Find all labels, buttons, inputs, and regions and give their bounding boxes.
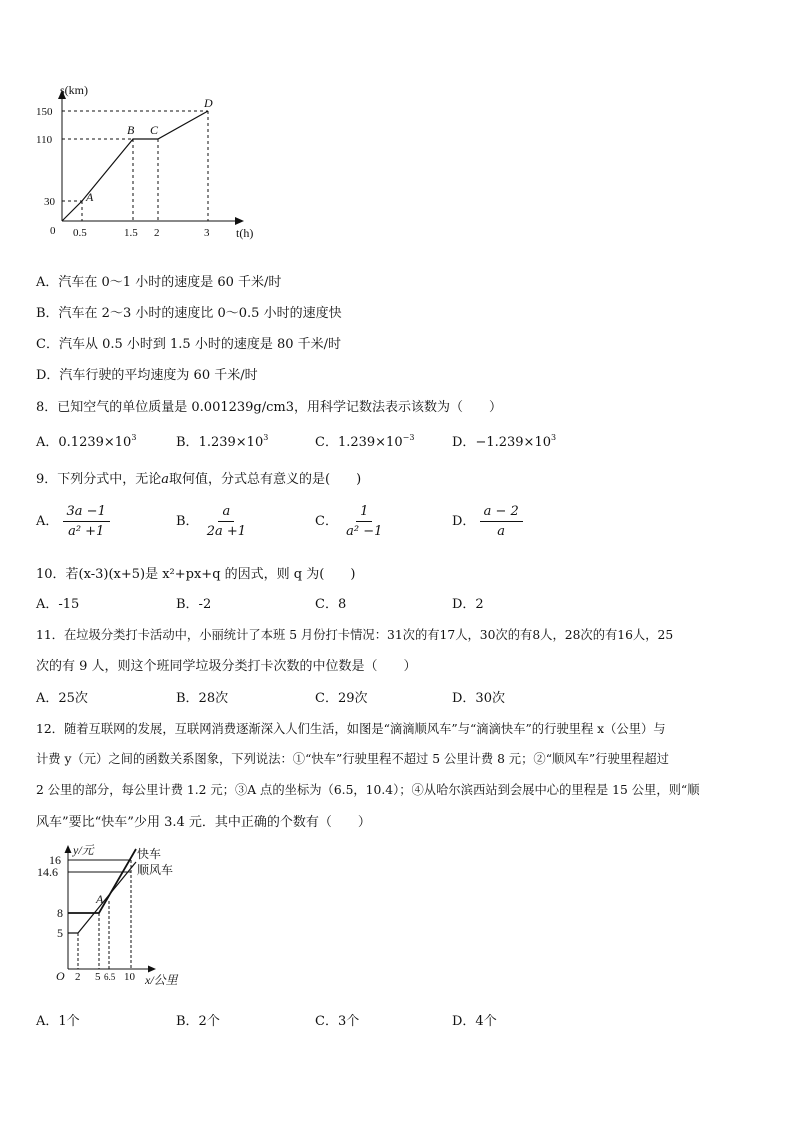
x-tick-2: 2 (154, 227, 160, 239)
q12-stem-line-3: 2 公里的部分，每公里计费 1.2 元；③A 点的坐标为（6.5，10.4）；④从哈尔滨西站到会展中心的里程是 15 公里，则“顺 (36, 783, 700, 797)
q8-stem: 8．已知空气的单位质量是 0.001239g/cm3，用科学记数法表示该数为（ ） (36, 400, 503, 415)
q12-option-d: D．4个 (452, 1014, 497, 1029)
y-tick-150: 150 (36, 106, 53, 118)
q10-option-a: A．-15 (36, 597, 80, 612)
y-tick-14.6: 14.6 (37, 865, 58, 879)
q12-option-a: A．1个 (36, 1014, 80, 1029)
q11-option-b: B．28次 (176, 691, 229, 706)
x-tick-1.5: 1.5 (124, 227, 138, 239)
x-tick-10: 10 (124, 971, 135, 983)
q7-option-a: A．汽车在 0～1 小时的速度是 60 千米/时 (36, 275, 282, 290)
q8-option-c: C．$1.239\times 10^{-3}$ (315, 433, 415, 450)
y-axis-label: y/元 (73, 843, 94, 857)
q11-stem-line-1: 11．在垃圾分类打卡活动中，小丽统计了本班 5 月份打卡情况：31次的有17人，30次的有8人，28次的有16人，25 (36, 628, 674, 642)
y-axis-label: s(km) (60, 83, 88, 97)
q9-option-a: A． $\frac{3a -1}{\text{a² +1}}$ (36, 504, 110, 539)
y-tick-8: 8 (57, 906, 63, 920)
x-tick-0.5: 0.5 (73, 227, 87, 239)
q12-option-b: B．2个 (176, 1014, 220, 1029)
y-tick-30: 30 (44, 196, 55, 208)
guide-lines (62, 111, 208, 221)
x-axis-arrow (148, 966, 156, 973)
q11-stem-line-2: 次的有 9 人，则这个班同学垃圾分类打卡次数的中位数是（ ） (36, 659, 417, 674)
q12-stem-line-1: 12．随着互联网的发展，互联网消费逐渐深入人们生活，如图是“滴滴顺风车”与“滴滴快车”的行驶里程 x（公里）与 (36, 722, 666, 736)
q8-option-d: D．$-1.239\times 10^3$ (452, 433, 557, 450)
q11-option-a: A．25次 (36, 691, 88, 706)
q10-option-c: C．8 (315, 597, 347, 612)
x-tick-6.5: 6.5 (104, 972, 116, 982)
x-axis-label: t(h) (236, 226, 254, 240)
point-c-label: C (150, 123, 159, 137)
q10-option-d: D．2 (452, 597, 484, 612)
q10-stem: 10．若(x-3)(x+5)是 x²+px+q 的因式，则 q 为( ) (36, 567, 356, 582)
q9-option-c: C． $\frac{1}{\text{a² −1}}$ (315, 504, 383, 539)
y-axis-arrow (65, 845, 72, 853)
q9-option-b: B． $\frac{a}{2a +1}$ (176, 504, 247, 539)
y-tick-16: 16 (49, 853, 61, 867)
point-a-label: A (86, 190, 94, 204)
y-tick-5: 5 (57, 926, 63, 940)
point-a-label: A (96, 892, 104, 906)
q11-option-c: C．29次 (315, 691, 368, 706)
distance-time-graph (30, 80, 260, 240)
point-b-label: B (127, 123, 135, 137)
q8-option-a: A．$0.1239\times 10^3$ (36, 433, 137, 450)
origin-label: O (56, 969, 65, 983)
fare-distance-graph (30, 840, 220, 990)
origin-label: 0 (50, 225, 56, 237)
q8-option-b: B．$1.239\times 10^3$ (176, 433, 269, 450)
x-tick-5: 5 (95, 971, 101, 983)
distance-line (62, 111, 208, 221)
q11-option-d: D．30次 (452, 691, 505, 706)
q7-option-d: D．汽车行驶的平均速度为 60 千米/时 (36, 368, 258, 383)
carpool-label: 顺风车 (137, 863, 174, 877)
y-tick-110: 110 (36, 134, 53, 146)
express-car-label: 快车 (137, 847, 162, 861)
point-d-label: D (204, 96, 213, 110)
x-axis-arrow (235, 217, 244, 225)
q7-option-b: B．汽车在 2～3 小时的速度比 0～0.5 小时的速度快 (36, 306, 342, 321)
q12-option-c: C．3个 (315, 1014, 360, 1029)
x-tick-3: 3 (204, 227, 210, 239)
q10-option-b: B．-2 (176, 597, 212, 612)
q12-stem-line-4: 风车”要比“快车”少用 3.4 元．其中正确的个数有（ ） (36, 815, 371, 830)
q9-stem: 9．下列分式中，无论a取何值，分式总有意义的是( ) (36, 472, 362, 487)
x-tick-2: 2 (75, 971, 81, 983)
guide-verticals (78, 860, 131, 969)
x-axis-label: x/公里 (145, 973, 178, 987)
q7-option-c: C．汽车从 0.5 小时到 1.5 小时的速度是 80 千米/时 (36, 337, 342, 352)
q12-stem-line-2: 计费 y（元）之间的函数关系图象，下列说法：①“快车”行驶里程不超过 5 公里计费 8 元；②“顺风车”行驶里程超过 (36, 752, 669, 766)
q9-option-d: D． $\frac{a - 2}{a}$ (452, 504, 523, 539)
